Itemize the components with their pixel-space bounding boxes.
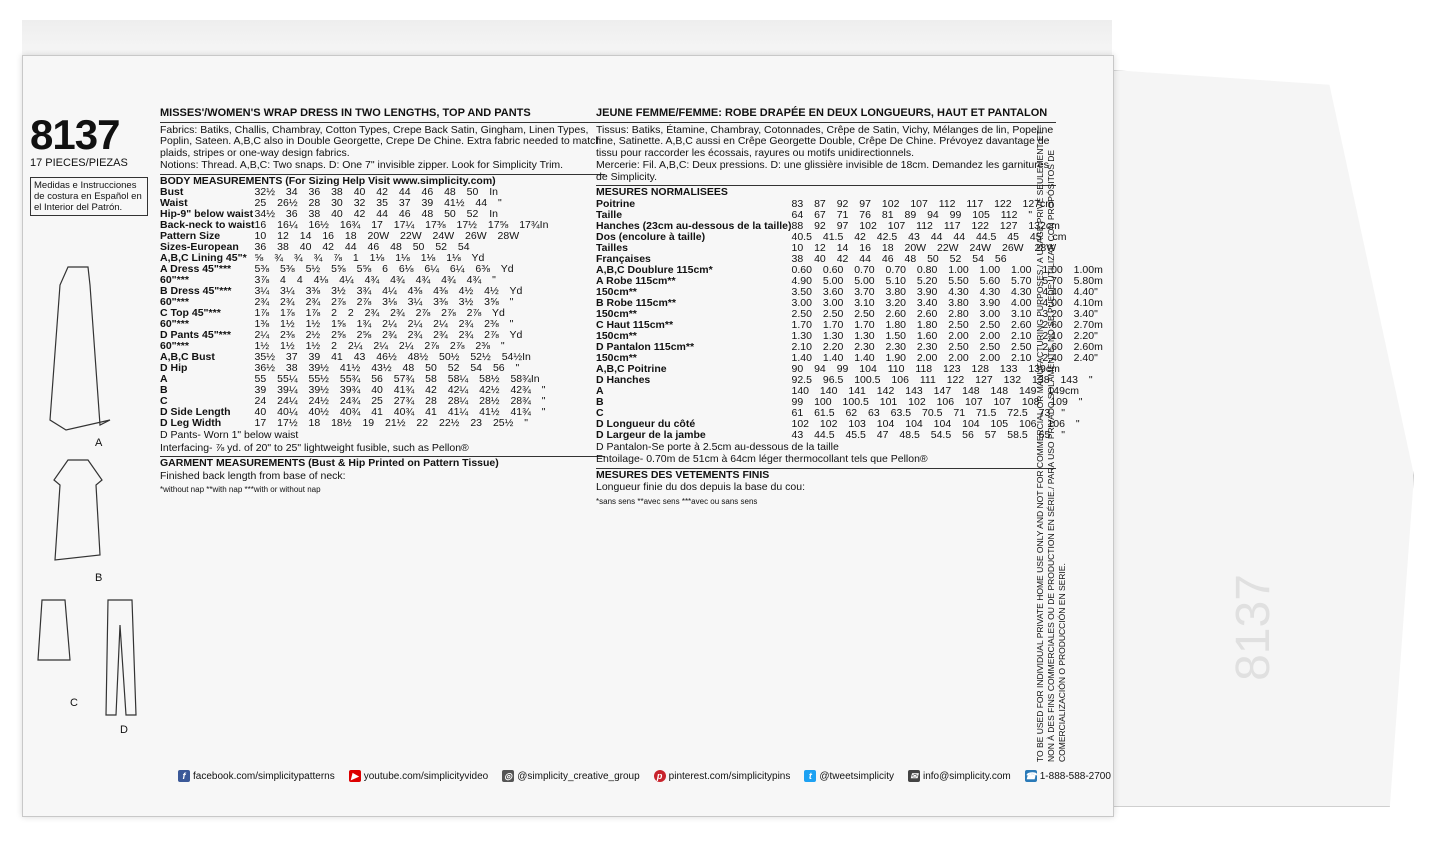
row-label: B xyxy=(596,395,604,408)
row-label: D Largeur de la jambe xyxy=(596,428,706,441)
mail-icon: ✉ xyxy=(908,770,920,782)
row-values: 40.5 41.5 42 42.5 43 44 44 44.5 45 45 cm xyxy=(791,230,1067,243)
row-values: 4.90 5.00 5.00 5.10 5.20 5.50 5.60 5.70 5.70 5.80m xyxy=(791,274,1103,287)
row-values: 1.30 1.30 1.30 1.50 1.60 2.00 2.00 2.10 2.10 2.20" xyxy=(791,329,1098,342)
table-row xyxy=(596,342,1103,353)
spanish-note: Medidas e Instrucciones de costura en Español en el Interior del Patrón. xyxy=(30,177,148,216)
table-row xyxy=(596,243,1103,254)
table-row xyxy=(596,309,1103,320)
row-label: A Robe 115cm** xyxy=(596,274,676,287)
pattern-number: 8137 xyxy=(30,111,120,158)
row-values: 2¼ 2⅜ 2½ 2⅝ 2⅝ 2¾ 2¾ 2¾ 2¾ 2⅞ Yd xyxy=(254,329,523,341)
row-values: 92.5 96.5 100.5 106 111 122 127 132 138 143 " xyxy=(791,373,1093,386)
row-label: Hanches (23cm au-dessous de la taille) xyxy=(596,219,792,232)
pants-note: D Pants- Worn 1" below waist xyxy=(160,429,299,441)
back-length-note: Finished back length from base of neck: xyxy=(160,469,346,482)
longueur-note: Longueur finie du dos depuis la base du cou: xyxy=(596,481,805,493)
french-title: JEUNE FEMME/FEMME: ROBE DRAPÉE EN DEUX LONGUEURS, HAUT ET PANTALON xyxy=(596,108,1056,123)
row-label: A,B,C Doublure 115cm* xyxy=(596,263,713,276)
table-row xyxy=(596,298,1103,309)
row-label: 60"*** xyxy=(160,274,189,286)
table-row xyxy=(596,287,1103,298)
row-label: D Longueur du côté xyxy=(596,417,696,430)
row-values: 17 17½ 18 18½ 19 21½ 22 22½ 23 25½ " xyxy=(254,417,529,429)
row-values: 99 100 100.5 101 102 106 107 107 108 109 " xyxy=(791,395,1083,408)
row-label: D Side Length xyxy=(160,406,231,418)
row-label: C xyxy=(596,406,604,419)
row-values: 16 16¼ 16½ 16¾ 17 17¼ 17⅜ 17½ 17⅝ 17¾In xyxy=(254,219,549,231)
facebook-icon: f xyxy=(178,770,190,782)
row-values: ⅝ ¾ ¾ ¾ ⅞ 1 1⅛ 1⅛ 1⅛ 1⅛ Yd xyxy=(254,252,485,264)
row-values: 3.50 3.60 3.70 3.80 3.90 4.30 4.30 4.30 4.40 4.40" xyxy=(791,285,1098,298)
row-label: B Dress 45"*** xyxy=(160,285,232,297)
row-values: 35½ 37 39 41 43 46½ 48½ 50½ 52½ 54½In xyxy=(254,351,531,363)
row-values: 1⅜ 1½ 1½ 1⅝ 1¾ 2¼ 2¼ 2¼ 2¾ 2⅜ " xyxy=(254,318,514,330)
body-measurements-heading: BODY MEASUREMENTS (For Sizing Help Visit www.simplicity.com) xyxy=(160,174,605,188)
row-label: A Dress 45"*** xyxy=(160,263,232,275)
french-footnote: *sans sens **avec sens ***avec ou sans sens xyxy=(596,496,758,506)
youtube-link[interactable]: ▶ youtube.com/simplicityvideo xyxy=(349,770,489,782)
row-label: Tailles xyxy=(596,241,628,254)
table-row xyxy=(596,331,1103,342)
table-row xyxy=(596,265,1103,276)
table-row xyxy=(596,386,1103,397)
row-label: Pattern Size xyxy=(160,230,221,242)
row-values: 1.40 1.40 1.40 1.90 2.00 2.00 2.00 2.10 2.40 2.40" xyxy=(791,351,1098,364)
row-values: 3.00 3.00 3.10 3.20 3.40 3.80 3.90 4.00 4.00 4.10m xyxy=(791,296,1103,309)
english-title: MISSES'/WOMEN'S WRAP DRESS IN TWO LENGTHS, TOP AND PANTS xyxy=(160,108,605,123)
row-values: 1½ 1½ 1½ 2 2¼ 2¼ 2¼ 2⅞ 2⅞ 2⅜ " xyxy=(254,340,505,352)
row-values: 39 39¼ 39½ 39¾ 40 41¾ 42 42¼ 42½ 42¾ " xyxy=(254,384,546,396)
left-panel xyxy=(30,111,155,216)
row-label: Hip-9" below waist xyxy=(160,208,254,220)
row-values: 1⅞ 1⅞ 1⅞ 2 2 2¾ 2¾ 2⅞ 2⅞ 2⅞ Yd xyxy=(254,307,505,319)
row-label: Back-neck to waist xyxy=(160,219,255,231)
entoilage-note: Entoilage- 0.70m de 51cm à 64cm léger thermocollant tels que Pellon® xyxy=(596,453,928,465)
row-label: B xyxy=(160,384,168,396)
row-label: 60"*** xyxy=(160,296,189,308)
pinterest-link[interactable]: p pinterest.com/simplicitypins xyxy=(654,770,791,782)
row-values: 5⅜ 5⅜ 5½ 5⅝ 5⅝ 6 6⅛ 6¼ 6¼ 6⅜ Yd xyxy=(254,263,514,275)
row-label: D Pants 45"*** xyxy=(160,329,231,341)
row-values: 10 12 14 16 18 20W 22W 24W 26W 28W xyxy=(254,230,520,242)
row-values: 0.60 0.60 0.70 0.70 0.80 1.00 1.00 1.00 1.00 1.00m xyxy=(791,263,1103,276)
row-values: 38 40 42 44 46 48 50 52 54 56 xyxy=(791,252,1007,265)
row-label: A xyxy=(160,373,168,385)
french-table xyxy=(596,199,1103,441)
row-label: C xyxy=(160,395,168,407)
row-label: D Hanches xyxy=(596,373,651,386)
table-row xyxy=(596,199,1103,210)
instagram-icon: ◎ xyxy=(502,770,514,782)
sketch-dress-a xyxy=(50,267,110,430)
pantalon-note: D Pantalon-Se porte à 2.5cm au-dessous de la taille xyxy=(596,440,839,453)
row-values: 10 12 14 16 18 20W 22W 24W 26W 28W xyxy=(791,241,1057,254)
row-values: 1.70 1.70 1.70 1.80 1.80 2.50 2.50 2.60 2.60 2.70m xyxy=(791,318,1103,331)
row-values: 102 102 103 104 104 104 104 105 106 106 " xyxy=(791,417,1080,430)
row-values: 64 67 71 76 81 89 94 99 105 112 " xyxy=(791,208,1033,221)
table-row xyxy=(596,419,1103,430)
row-values: 32½ 34 36 38 40 42 44 46 48 50 In xyxy=(254,186,499,198)
social-bar xyxy=(178,770,1111,782)
row-values: 36 38 40 42 44 46 48 50 52 54 xyxy=(254,241,470,253)
table-row xyxy=(596,210,1103,221)
facebook-link[interactable]: f facebook.com/simplicitypatterns xyxy=(178,770,335,782)
row-values: 2¾ 2¾ 2¾ 2⅞ 2⅞ 3⅛ 3¼ 3⅜ 3½ 3⅝ " xyxy=(254,296,514,308)
table-row xyxy=(596,430,1103,441)
row-label: 150cm** xyxy=(596,307,637,320)
row-label: Bust xyxy=(160,186,184,198)
table-row xyxy=(596,353,1103,364)
label-d: D xyxy=(120,724,128,736)
row-values: 83 87 92 97 102 107 112 117 122 127cm xyxy=(791,197,1055,210)
youtube-icon: ▶ xyxy=(349,770,361,782)
mercerie-text: Mercerie: Fil. A,B,C: Deux pressions. D: une glissière invisible de 18cm. Demandez les garnitures de Simplicity. xyxy=(596,159,1049,183)
row-values: 55 55¼ 55½ 55¾ 56 57¾ 58 58¼ 58½ 58¾In xyxy=(254,373,540,385)
row-values: 88 92 97 102 107 112 117 122 127 132cm xyxy=(791,219,1060,232)
row-label: C Haut 115cm** xyxy=(596,318,674,331)
row-label: C Top 45"*** xyxy=(160,307,221,319)
table-row xyxy=(160,418,605,429)
pieces-count: 17 PIECES/PIEZAS xyxy=(30,157,128,169)
label-b: B xyxy=(95,572,103,584)
label-c: C xyxy=(70,697,78,709)
sketch-dress-b xyxy=(54,460,102,560)
row-values: 2.10 2.20 2.30 2.30 2.30 2.50 2.50 2.50 2.60 2.60m xyxy=(791,340,1103,353)
row-label: 60"*** xyxy=(160,340,189,352)
label-a: A xyxy=(95,437,103,449)
row-values: 61 61.5 62 63 63.5 70.5 71 71.5 72.5 73 " xyxy=(791,406,1065,419)
row-values: 3¼ 3¼ 3⅜ 3½ 3¾ 4¼ 4⅜ 4⅜ 4½ 4½ Yd xyxy=(254,285,523,297)
row-label: B Robe 115cm** xyxy=(596,296,676,309)
finis-heading: MESURES DES VETEMENTS FINIS xyxy=(596,468,1056,482)
row-values: 36½ 38 39½ 41½ 43½ 48 50 52 54 56 " xyxy=(254,362,520,374)
row-label: Poitrine xyxy=(596,197,636,210)
row-label: Dos (encolure à taille) xyxy=(596,230,706,243)
phone-link[interactable]: ☎ 1-888-588-2700 xyxy=(1025,770,1111,782)
table-row xyxy=(596,320,1103,331)
row-label: A xyxy=(596,384,604,397)
row-values: 140 140 141 142 143 147 148 148 149 149cm xyxy=(791,384,1079,397)
fabrics-text: Fabrics: Batiks, Challis, Chambray, Cotton Types, Crepe Back Satin, Gingham, Linen Types, Poplin, Sateen. A,B,C also in Double Georgette, Crepe De Chine. Extra fabric needed to match plaids, stripes or one-way design fabrics. xyxy=(160,123,602,159)
row-label: Taille xyxy=(596,208,623,221)
row-label: 150cm** xyxy=(596,285,637,298)
row-label: Sizes-European xyxy=(160,241,239,253)
garment-sketches xyxy=(30,265,160,735)
twitter-icon: t xyxy=(804,770,816,782)
table-row xyxy=(596,276,1103,287)
pinterest-icon: p xyxy=(654,770,666,782)
row-values: 3⅞ 4 4 4⅛ 4¼ 4¾ 4¾ 4¾ 4¾ 4¾ " xyxy=(254,274,496,286)
row-label: A,B,C Poitrine xyxy=(596,362,667,375)
phone-icon: ☎ xyxy=(1025,771,1037,781)
table-row xyxy=(596,232,1103,243)
english-footnote: *without nap **with nap ***with or without nap xyxy=(160,485,321,494)
table-row xyxy=(596,375,1103,386)
row-label: D Leg Width xyxy=(160,417,222,429)
row-label: 150cm** xyxy=(596,329,637,342)
row-values: 34½ 36 38 40 42 44 46 48 50 52 In xyxy=(254,208,499,220)
notions-text: Notions: Thread. A,B,C: Two snaps. D: One 7" invisible zipper. Look for Simplicity Trim. xyxy=(160,159,564,171)
tissus-text: Tissus: Batiks, Étamine, Chambray, Cotonnades, Crêpe de Satin, Vichy, Mélanges de lin, Popeline fine, Satinette. A,B,C aussi en Crêpe Georgette Double, Crêpe De Chine. Prévoyez davantage de tissu pour raccorder les écossais, rayures ou motifs unidirectionnels. xyxy=(596,123,1054,159)
row-values: 43 44.5 45.5 47 48.5 54.5 56 57 58.5 65 " xyxy=(791,428,1065,441)
table-row xyxy=(596,397,1103,408)
flap-print-number: 8137 xyxy=(1226,574,1280,681)
table-row xyxy=(596,364,1103,375)
row-label: Waist xyxy=(160,197,188,209)
garment-measurements-heading: GARMENT MEASUREMENTS (Bust & Hip Printed on Pattern Tissue) xyxy=(160,456,605,470)
english-column xyxy=(160,108,605,496)
interfacing-note: Interfacing- ⅞ yd. of 20" to 25" lightweight fusible, such as Pellon® xyxy=(160,441,469,454)
row-label: 150cm** xyxy=(596,351,637,364)
row-values: 40 40¼ 40½ 40¾ 41 40¾ 41 41¼ 41½ 41¾ " xyxy=(254,406,546,418)
row-values: 25 26½ 28 30 32 35 37 39 41½ 44 " xyxy=(254,197,502,209)
table-row xyxy=(596,408,1103,419)
envelope-top-edge xyxy=(22,20,1112,60)
mesures-heading: MESURES NORMALISEES xyxy=(596,185,1056,199)
row-label: 60"*** xyxy=(160,318,189,330)
row-label: A,B,C Lining 45"* xyxy=(160,252,247,264)
sketch-top-c xyxy=(38,600,70,660)
row-label: A,B,C Bust xyxy=(160,351,215,363)
row-values: 90 94 99 104 110 118 123 128 133 139cm xyxy=(791,362,1060,375)
sketch-pants-d xyxy=(106,600,136,715)
row-values: 24 24¼ 24½ 24¾ 25 27¾ 28 28¼ 28½ 28¾ " xyxy=(254,395,546,407)
email-link[interactable]: ✉ info@simplicity.com xyxy=(908,770,1011,782)
row-label: Françaises xyxy=(596,252,651,265)
row-values: 2.50 2.50 2.50 2.60 2.60 2.80 3.00 3.10 3.20 3.40" xyxy=(791,307,1098,320)
instagram-link[interactable]: ◎ @simplicity_creative_group xyxy=(502,770,639,782)
row-label: D Hip xyxy=(160,362,188,374)
twitter-link[interactable]: t @tweetsimplicity xyxy=(804,770,894,782)
envelope-flap xyxy=(1112,70,1414,807)
table-row xyxy=(596,254,1103,265)
usage-notice: TO BE USED FOR INDIVIDUAL PRIVATE HOME USE ONLY AND NOT FOR COMMERCIAL OR MANUFACTURING PURPOSES./ A USAGE PRIVÉ SEULEMENT ET NON À DES FINS COMMERCIALES OU DE PRODUCTION EN SÉRIE./ PARA USO PRIVADO SOLAMENTE. NO SE PUEDE UTILIZAR CON PROPÓSITOS DE COMERCIALIZACIÓN O PRODUCCIÓN EN SERIE. xyxy=(1035,130,1067,762)
table-row xyxy=(596,221,1103,232)
row-label: D Pantalon 115cm** xyxy=(596,340,695,353)
english-table xyxy=(160,187,605,429)
